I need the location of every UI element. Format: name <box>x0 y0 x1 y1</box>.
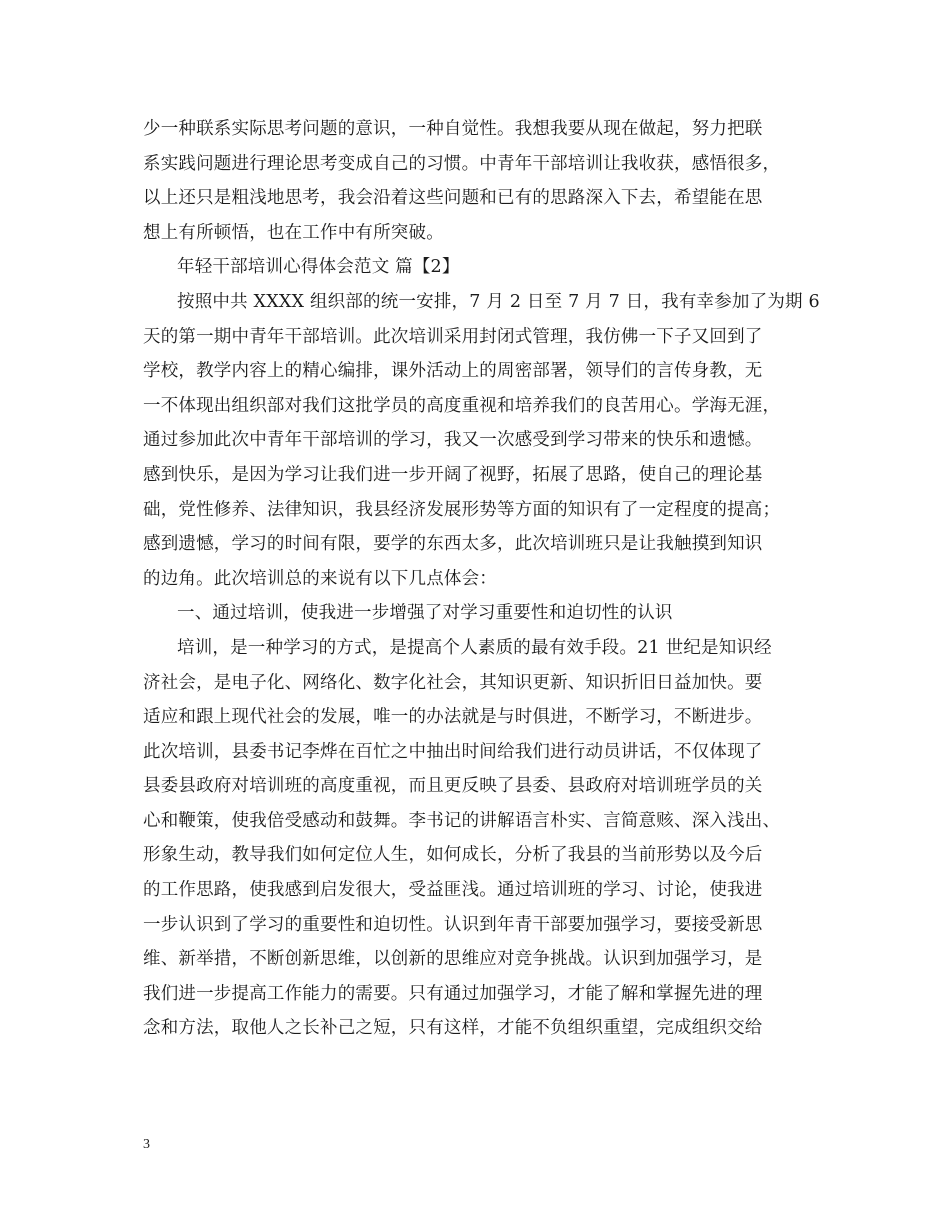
subsection-heading: 一、通过培训，使我进一步增强了对学习重要性和迫切性的认识 <box>177 603 673 624</box>
body-text-line: 济社会，是电子化、网络化、数字化社会，其知识更新、知识折旧日益加快。要 <box>143 672 763 693</box>
body-text-line: 心和鞭策，使我倍受感动和鼓舞。李书记的讲解语言朴实、言简意赅、深入浅出、 <box>143 810 781 831</box>
body-text-line: 础，党性修养、法律知识，我县经济发展形势等方面的知识有了一定程度的提高； <box>143 499 781 520</box>
document-body <box>143 112 823 1046</box>
body-text-line: 的工作思路，使我感到启发很大，受益匪浅。通过培训班的学习、讨论，使我进 <box>143 880 763 901</box>
body-text-line: 县委县政府对培训班的高度重视，而且更反映了县委、县政府对培训班学员的关 <box>143 776 763 797</box>
body-text-line: 感到遗憾，学习的时间有限，要学的东西太多，此次培训班只是让我触摸到知识 <box>143 534 763 555</box>
body-text-line: 通过参加此次中青年干部培训的学习，我又一次感受到学习带来的快乐和遗憾。 <box>143 430 763 451</box>
paragraph-first-line: 培训，是一种学习的方式，是提高个人素质的最有效手段。21 世纪是知识经 <box>177 637 772 658</box>
body-text-line: 维、新举措，不断创新思维，以创新的思维应对竞争挑战。认识到加强学习，是 <box>143 949 763 970</box>
paragraph-first-line: 按照中共 XXXX 组织部的统一安排，7 月 2 日至 7 月 7 日，我有幸参加了为期 6 <box>177 291 820 312</box>
body-text-line: 少一种联系实际思考问题的意识，一种自觉性。我想我要从现在做起，努力把联 <box>143 119 763 139</box>
body-text-line: 学校，教学内容上的精心编排，课外活动上的周密部署，领导们的言传身教，无 <box>143 361 763 382</box>
body-text-line: 以上还只是粗浅地思考，我会沿着这些问题和已有的思路深入下去，希望能在思 <box>143 188 763 209</box>
body-text-line: 一步认识到了学习的重要性和迫切性。认识到年青干部要加强学习，要接受新思 <box>143 914 763 935</box>
body-text-line: 形象生动，教导我们如何定位人生，如何成长，分析了我县的当前形势以及今后 <box>143 845 763 866</box>
body-text-line: 我们进一步提高工作能力的需要。只有通过加强学习，才能了解和掌握先进的理 <box>143 983 763 1004</box>
section-heading: 年轻干部培训心得体会范文 篇【2】 <box>177 257 460 278</box>
body-text-line: 想上有所顿悟，也在工作中有所突破。 <box>143 222 444 243</box>
body-text-line: 适应和跟上现代社会的发展，唯一的办法就是与时俱进，不断学习，不断进步。 <box>143 707 763 728</box>
body-text-line: 的边角。此次培训总的来说有以下几点体会： <box>143 568 497 589</box>
body-text-line: 天的第一期中青年干部培训。此次培训采用封闭式管理，我仿佛一下子又回到了 <box>143 326 763 347</box>
page-number: 3 <box>143 1137 150 1152</box>
body-text-line: 系实践问题进行理论思考变成自己的习惯。中青年干部培训让我收获，感悟很多， <box>143 153 781 174</box>
body-text-line: 感到快乐，是因为学习让我们进一步开阔了视野，拓展了思路，使自己的理论基 <box>143 464 763 485</box>
body-text-line: 念和方法，取他人之长补己之短，只有这样，才能不负组织重望，完成组织交给 <box>143 1018 763 1039</box>
body-text-line: 此次培训，县委书记李烨在百忙之中抽出时间给我们进行动员讲话，不仅体现了 <box>143 741 763 762</box>
body-text-line: 一不体现出组织部对我们这批学员的高度重视和培养我们的良苦用心。学海无涯， <box>143 395 781 416</box>
